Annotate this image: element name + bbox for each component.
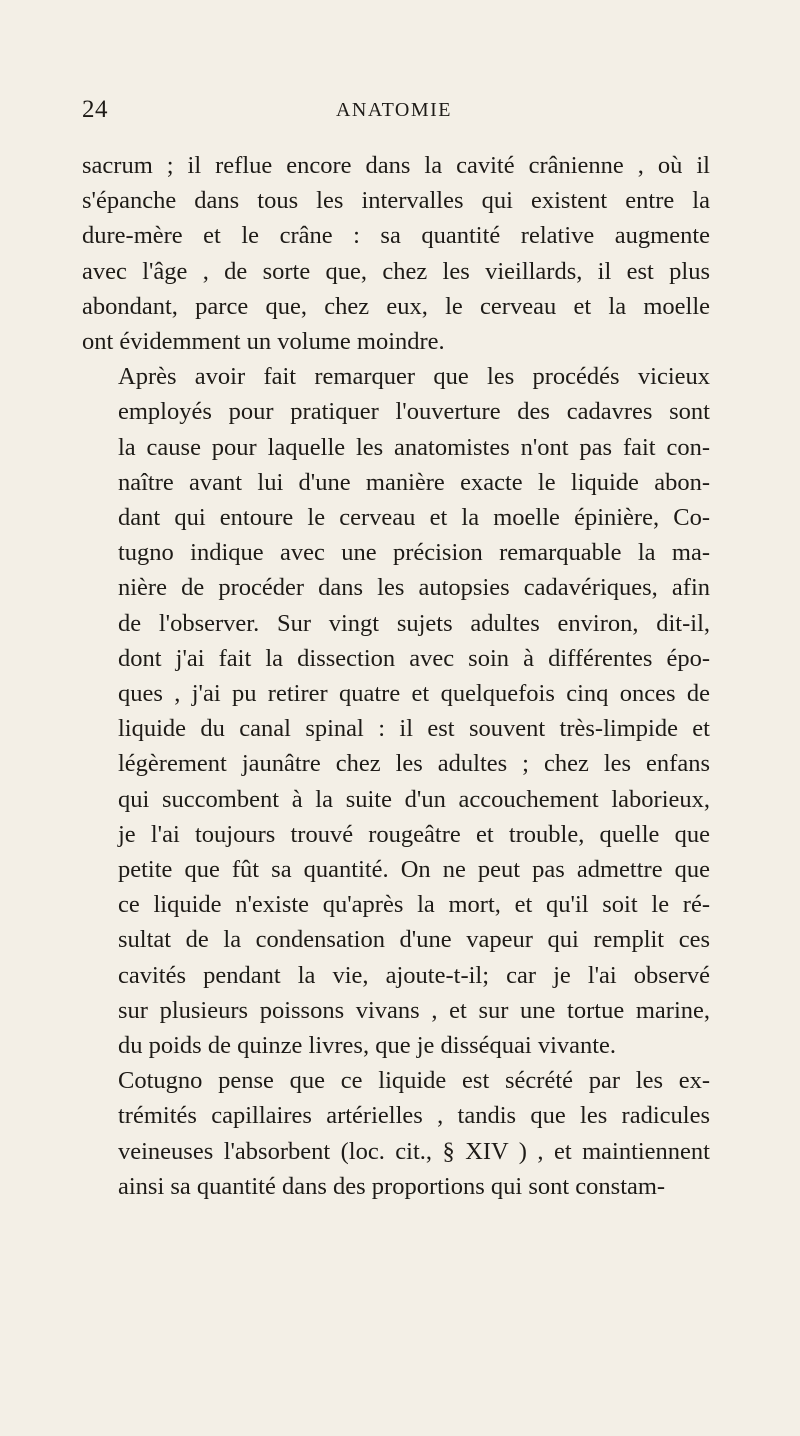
text-line: Cotugno pense que ce liquide est sécrété par les ex- bbox=[118, 1067, 710, 1095]
text-line: ainsi sa quantité dans des proportions qui sont constam- bbox=[118, 1172, 666, 1200]
text-line: je l'ai toujours trouvé rougeâtre et trouble, quelle que bbox=[118, 820, 710, 848]
text-line: veineuses l'absorbent (loc. cit., § XIV ) , et maintiennent bbox=[118, 1137, 710, 1165]
text-line: abondant, parce que, chez eux, le cerveau et la moelle bbox=[82, 292, 710, 320]
text-line: ce liquide n'existe qu'après la mort, et qu'il soit le ré- bbox=[118, 891, 710, 919]
text-line: naître avant lui d'une manière exacte le liquide abon- bbox=[118, 468, 710, 496]
text-line: nière de procéder dans les autopsies cadavériques, afin bbox=[118, 574, 710, 602]
text-line: sur plusieurs poissons vivans , et sur une tortue marine, bbox=[118, 996, 710, 1024]
text-line: employés pour pratiquer l'ouverture des cadavres sont bbox=[118, 398, 710, 426]
text-line: la cause pour laquelle les anatomistes n'ont pas fait con- bbox=[118, 433, 710, 461]
paragraph bbox=[82, 148, 710, 359]
text-line: trémités capillaires artérielles , tandis que les radicules bbox=[118, 1102, 710, 1130]
text-line: dure-mère et le crâne : sa quantité relative augmente bbox=[82, 222, 710, 250]
text-line: s'épanche dans tous les intervalles qui existent entre la bbox=[82, 187, 710, 215]
text-line: de l'observer. Sur vingt sujets adultes environ, dit-il, bbox=[118, 609, 710, 637]
text-line: ont évidemment un volume moindre. bbox=[82, 328, 445, 356]
page-header bbox=[82, 96, 706, 136]
text-line: Après avoir fait remarquer que les procédés vicieux bbox=[118, 363, 710, 391]
body-text bbox=[82, 148, 710, 1204]
page-number: 24 bbox=[82, 96, 108, 123]
text-line: qui succombent à la suite d'un accouchement laborieux, bbox=[118, 785, 710, 813]
text-line: dont j'ai fait la dissection avec soin à différentes épo- bbox=[118, 644, 710, 672]
running-head: ANATOMIE bbox=[335, 99, 453, 121]
text-line: du poids de quinze livres, que je disséquai vivante. bbox=[118, 1032, 617, 1060]
text-line: dant qui entoure le cerveau et la moelle épinière, Co- bbox=[118, 504, 710, 532]
text-line: avec l'âge , de sorte que, chez les vieillards, il est plus bbox=[82, 257, 710, 285]
text-line: petite que fût sa quantité. On ne peut pas admettre que bbox=[118, 856, 710, 884]
paragraph bbox=[82, 359, 710, 1063]
paragraph bbox=[82, 1063, 710, 1204]
text-line: ques , j'ai pu retirer quatre et quelquefois cinq onces de bbox=[118, 680, 710, 708]
text-line: tugno indique avec une précision remarquable la ma- bbox=[118, 539, 710, 567]
text-line: liquide du canal spinal : il est souvent très-limpide et bbox=[118, 715, 710, 743]
text-line: sultat de la condensation d'une vapeur qui remplit ces bbox=[118, 926, 710, 954]
text-line: sacrum ; il reflue encore dans la cavité crânienne , où il bbox=[82, 152, 710, 179]
text-line: légèrement jaunâtre chez les adultes ; chez les enfans bbox=[118, 750, 710, 778]
text-line: cavités pendant la vie, ajoute-t-il; car je l'ai observé bbox=[118, 961, 710, 989]
